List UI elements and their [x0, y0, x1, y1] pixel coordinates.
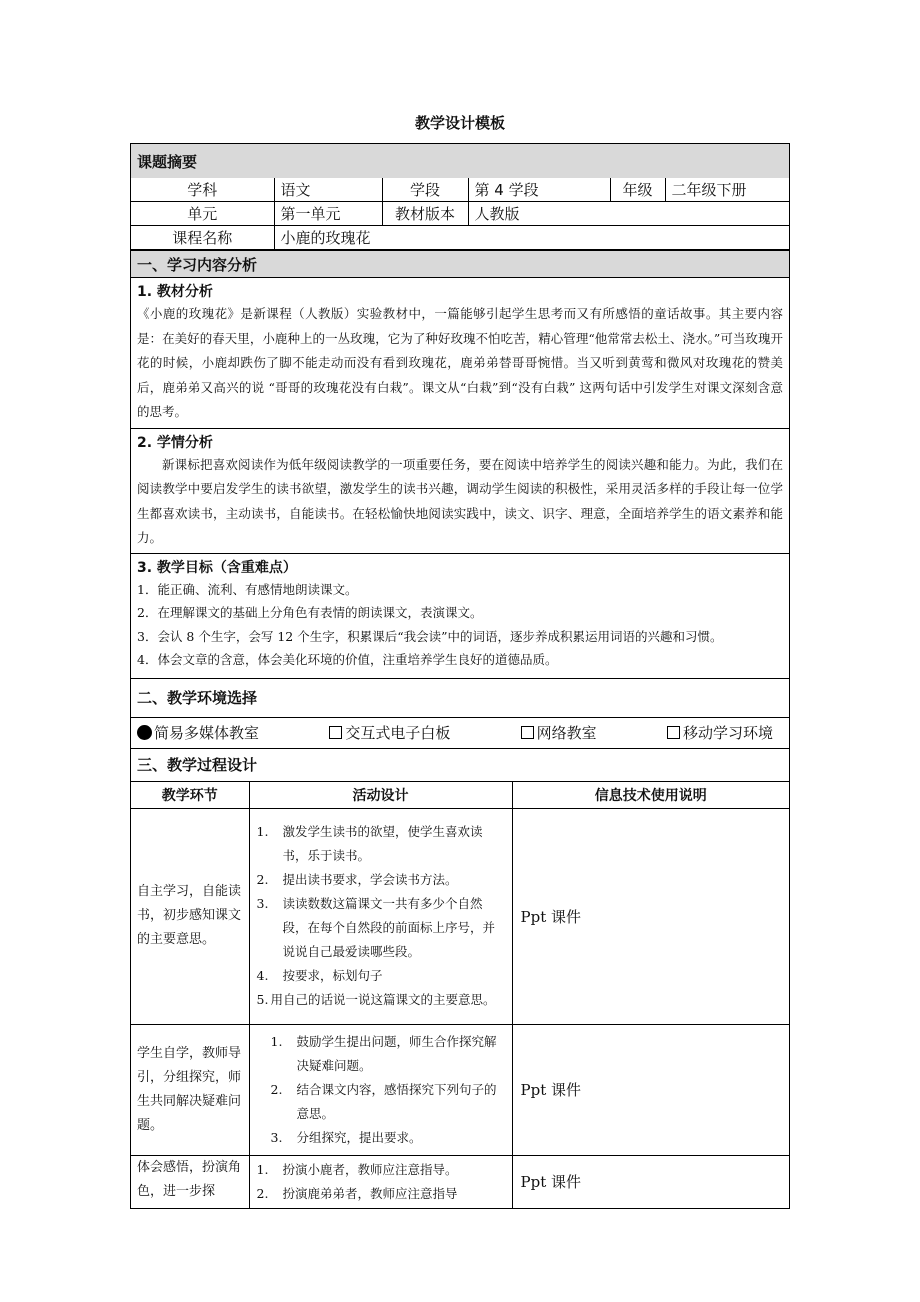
- summary-section: [130, 143, 790, 250]
- grade-label: 年级: [610, 178, 665, 202]
- activity-cell: [249, 1155, 512, 1208]
- unit-label: 单元: [131, 202, 274, 226]
- col-stage-header: 教学环节: [131, 782, 249, 809]
- env-option-label: 网络教室: [536, 724, 597, 742]
- unit-value: 第一单元: [274, 202, 382, 226]
- goal-item-2: 2．在理解课文的基础上分角色有表情的朗读课文，表演课文。: [137, 605, 483, 620]
- table-row: [131, 808, 789, 1024]
- goals-title: 3. 教学目标（含重难点）: [137, 559, 297, 576]
- learner-title: 2. 学情分析: [137, 434, 213, 451]
- checkbox-icon: [329, 726, 342, 739]
- stage-label: 学段: [382, 178, 468, 202]
- info-cell: Ppt 课件: [512, 1024, 789, 1155]
- env-option-network[interactable]: [521, 722, 597, 743]
- summary-grid: [131, 178, 789, 250]
- summary-header: 课题摘要: [131, 144, 789, 178]
- table-row: [131, 1024, 789, 1155]
- stage-value: 第 4 学段: [468, 178, 610, 202]
- filled-circle-icon: [137, 725, 152, 740]
- process-table: [131, 782, 789, 1208]
- stage-cell: 体会感悟，扮演角色，进一步探: [131, 1155, 249, 1208]
- lesson-plan-table: [130, 143, 790, 1209]
- edition-label: 教材版本: [382, 202, 468, 226]
- info-cell: Ppt 课件: [512, 808, 789, 1024]
- activity-cell: [249, 808, 512, 1024]
- checkbox-icon: [667, 726, 680, 739]
- env-option-label: 交互式电子白板: [345, 724, 451, 742]
- material-analysis: [130, 277, 790, 428]
- list-item: 2. 结合课文内容，感悟探究下列句子的意思。: [270, 1081, 497, 1121]
- material-text: 《小鹿的玫瑰花》是新课程（人教版）实验教材中，一篇能够引起学生思考而又有所感悟的童话故事。其主要内容是：在美好的春天里，小鹿种上的一丛玫瑰，它为了种好玫瑰不怕吃苦，精心管理“他常常去松土、浇水。”可当玫瑰开花的时候，小鹿却跌伤了脚不能走动而没有看到玫瑰花，鹿弟弟替哥哥惋惜。当又听到黄莺和微风对玫瑰花的赞美后，鹿弟弟又高兴的说 “哥哥的玫瑰花没有白栽”。课文从“白栽”到“没有白栽” 这两句话中引发学生对课文深刻含意的思考。: [137, 306, 783, 419]
- grade-value: 二年级下册: [665, 178, 789, 202]
- course-value: 小鹿的玫瑰花: [274, 226, 789, 250]
- environment-section: [130, 678, 790, 717]
- list-item: 3. 分组探究，提出要求。: [270, 1129, 422, 1145]
- stage-cell: 学生自学，教师导引，分组探究，师生共同解决疑难问题。: [131, 1024, 249, 1155]
- edition-value: 人教版: [468, 202, 789, 226]
- stage-cell: 自主学习，自能读书，初步感知课文的主要意思。: [131, 808, 249, 1024]
- document-title: 教学设计模板: [414, 114, 505, 132]
- goal-item-3: 3．会认 8 个生字，会写 12 个生字，积累课后“我会读”中的词语，逐步养成积累运用词语的兴趣和习惯。: [137, 628, 723, 644]
- checkbox-icon: [521, 726, 534, 739]
- goal-item-4: 4．体会文章的含意，体会美化环境的价值，注重培养学生良好的道德品质。: [137, 652, 558, 667]
- analysis-section: [130, 250, 790, 277]
- list-item: 1. 鼓励学生提出问题，师生合作探究解决疑难问题。: [270, 1033, 497, 1073]
- table-row: [131, 1155, 789, 1208]
- process-header: 三、教学过程设计: [137, 756, 258, 774]
- list-item: 1. 激发学生读书的欲望，使学生喜欢读书，乐于读书。: [256, 824, 483, 863]
- env-option-label: 简易多媒体教室: [154, 724, 260, 742]
- col-info-header: 信息技术使用说明: [512, 782, 789, 809]
- activity-cell: [249, 1024, 512, 1155]
- material-title: 1. 教材分析: [137, 284, 213, 300]
- col-activity-header: 活动设计: [249, 782, 512, 809]
- teaching-goals: [130, 553, 790, 678]
- environment-options: [130, 717, 790, 748]
- env-option-multimedia[interactable]: [137, 722, 259, 743]
- list-item: 5. 用自己的话说一说这篇课文的主要意思。: [256, 992, 496, 1007]
- course-label: 课程名称: [131, 226, 274, 250]
- env-option-mobile[interactable]: [667, 722, 773, 743]
- process-section: [130, 748, 790, 781]
- env-option-whiteboard[interactable]: [329, 722, 450, 743]
- list-item: 4. 按要求，标划句子: [256, 968, 383, 983]
- info-cell: Ppt 课件: [512, 1155, 789, 1208]
- env-option-label: 移动学习环境: [682, 724, 773, 742]
- subject-value: 语文: [274, 178, 382, 202]
- process-table-wrap: [130, 781, 790, 1209]
- list-item: 2. 扮演鹿弟弟者，教师应注意指导: [256, 1185, 458, 1201]
- list-item: 1. 扮演小鹿者，教师应注意指导。: [256, 1161, 458, 1177]
- process-header-row: [131, 782, 789, 809]
- environment-header: 二、教学环境选择: [137, 689, 258, 707]
- goal-item-1: 1．能正确、流利、有感情地朗读课文。: [137, 581, 358, 597]
- list-item: 2. 提出读书要求，学会读书方法。: [256, 872, 458, 887]
- learner-text: 新课标把喜欢阅读作为低年级阅读教学的一项重要任务，要在阅读中培养学生的阅读兴趣和能力。为此，我们在阅读教学中要启发学生的读书欲望，激发学生的读书兴趣，调动学生阅读的积极性，采用灵活多样的手段让每一位学生都喜欢读书，主动读书，自能读书。在轻松愉快地阅读实践中，读文、识字、理意，全面培养学生的语文素养和能力。: [137, 456, 783, 545]
- analysis-header: 一、学习内容分析: [131, 251, 789, 277]
- list-item: 3. 读读数数这篇课文一共有多少个自然段，在每个自然段的前面标上序号，并说说自己最爱读哪些段。: [256, 896, 496, 959]
- subject-label: 学科: [131, 178, 274, 202]
- learner-analysis: [130, 428, 790, 553]
